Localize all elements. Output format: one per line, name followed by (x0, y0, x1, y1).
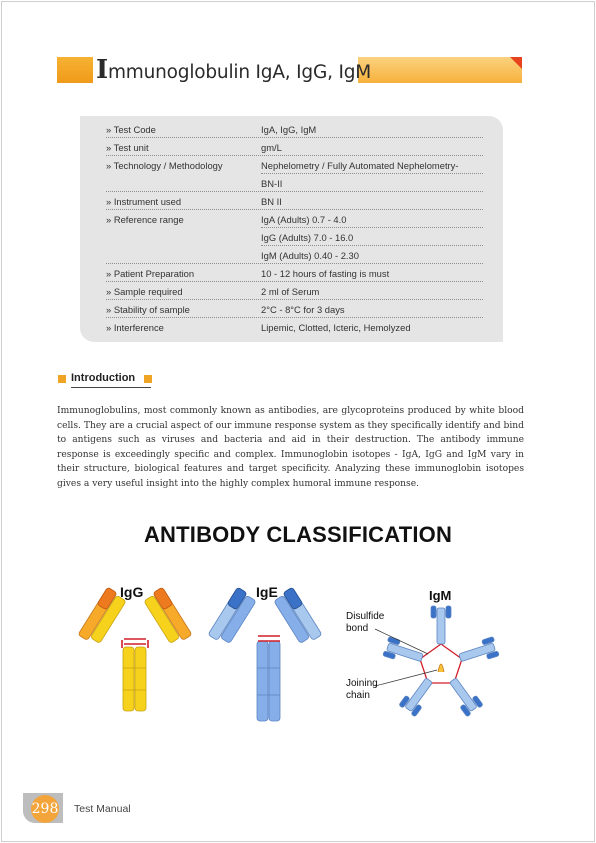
info-label: » Reference range (106, 214, 184, 225)
info-value: IgA, IgG, IgM (261, 124, 317, 135)
row-divider (106, 299, 483, 300)
intro-underline (71, 387, 151, 388)
info-value: 2°C - 8°C for 3 days (261, 304, 345, 315)
igg-antibody (78, 587, 192, 711)
igg-label: IgG (120, 584, 144, 600)
info-value: Lipemic, Clotted, Icteric, Hemolyzed (261, 322, 411, 333)
test-info-card (80, 116, 503, 342)
intro-heading: Introduction (71, 372, 136, 384)
igm-joining-chain (438, 664, 444, 672)
info-label: » Stability of sample (106, 304, 190, 315)
intro-paragraph: Immunoglobulins, most commonly known as antibodies, are glycoproteins produced by white blood cells. They are a crucial aspect of our immune response system as they specifically identify and bind to antigens such as viruses and bacteria and aid in their destruction. The antibody immune response is exceedingly specific and complex. Immunoglobin isotopes - IgA, IgG and IgM vary in their structure, biological features and target specificity. Analyzing these immunoglobin isotopes gives a very useful insight into the highly complex humoral immune response. (57, 406, 524, 489)
row-divider (106, 155, 483, 156)
joining-label-line1: Joining (346, 678, 378, 689)
row-divider (261, 227, 483, 228)
info-value: 2 ml of Serum (261, 286, 320, 297)
row-divider (106, 317, 483, 318)
igm-label: IgM (429, 588, 452, 603)
info-label: » Technology / Methodology (106, 160, 223, 171)
info-value: Nephelometry / Fully Automated Nephelometry- (261, 160, 459, 171)
info-label: » Sample required (106, 286, 183, 297)
figure-title: ANTIBODY CLASSIFICATION (143, 522, 453, 547)
page-number: 298 (31, 795, 59, 823)
info-value: IgA (Adults) 0.7 - 4.0 (261, 214, 347, 225)
row-divider (106, 137, 483, 138)
igm-antibody (375, 606, 499, 717)
page-title-initial: I (96, 55, 108, 85)
info-label: » Patient Preparation (106, 268, 195, 279)
intro-bullet-right (144, 375, 152, 383)
info-label: » Interference (106, 322, 164, 333)
ige-label: IgE (256, 584, 278, 600)
title-accent-right (358, 57, 522, 83)
disulfide-label-line1: Disulfide (346, 611, 385, 622)
row-divider (106, 281, 483, 282)
ige-disulfide (258, 636, 280, 641)
page-title-rest: mmunoglobulin IgA, IgG, IgM (107, 62, 372, 83)
intro-bullet-left (58, 375, 66, 383)
row-divider (261, 245, 483, 246)
info-label: » Test Code (106, 124, 156, 135)
row-divider (106, 209, 483, 210)
antibody-figure (0, 575, 596, 735)
ige-antibody (208, 587, 322, 721)
info-label: » Instrument used (106, 196, 182, 207)
info-value: IgM (Adults) 0.40 - 2.30 (261, 250, 359, 261)
row-divider (106, 263, 483, 264)
info-label: » Test unit (106, 142, 149, 153)
row-divider (261, 173, 483, 174)
joining-label-line2: chain (346, 690, 370, 701)
disulfide-label-line2: bond (346, 623, 369, 634)
info-value: BN II (261, 196, 282, 207)
footer-label: Test Manual (74, 803, 131, 815)
info-value: BN-II (261, 178, 283, 189)
title-accent-left (57, 57, 93, 83)
info-value: gm/L (261, 142, 282, 153)
title-fold-corner (510, 57, 522, 69)
row-divider (106, 191, 483, 192)
info-value: IgG (Adults) 7.0 - 16.0 (261, 232, 354, 243)
page-title (96, 55, 371, 85)
info-value: 10 - 12 hours of fasting is must (261, 268, 390, 279)
